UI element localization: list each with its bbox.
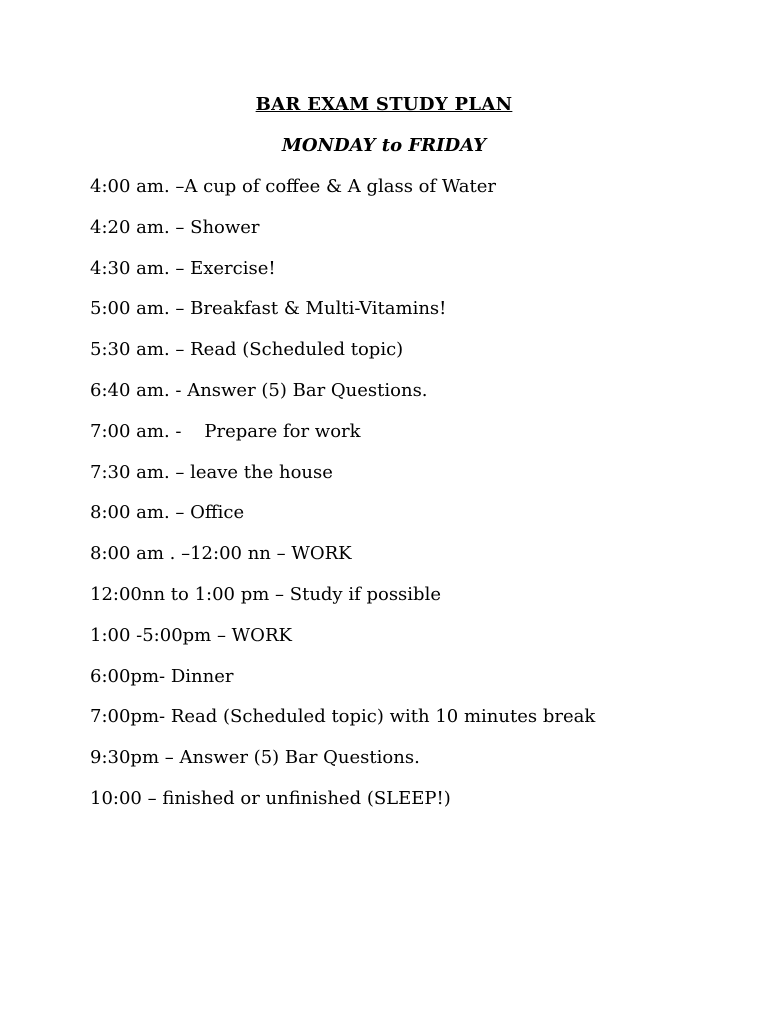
schedule-entry: 8:00 am. – Office [90, 502, 245, 524]
schedule-entry: 7:00 am. - Prepare for work [90, 420, 361, 442]
schedule-entry: 9:30pm – Answer (5) Bar Questions. [90, 747, 420, 769]
document-subtitle: MONDAY to FRIDAY [281, 135, 487, 156]
schedule-entry: 7:30 am. – leave the house [90, 461, 333, 483]
schedule-entry: 12:00nn to 1:00 pm – Study if possible [90, 583, 441, 605]
schedule-entry: 1:00 -5:00pm – WORK [90, 624, 292, 646]
document-title: BAR EXAM STUDY PLAN [255, 94, 513, 115]
schedule-entry: 6:40 am. - Answer (5) Bar Questions. [90, 379, 428, 401]
schedule-entry: 6:00pm- Dinner [90, 665, 234, 687]
schedule-entry: 4:20 am. – Shower [90, 216, 260, 238]
schedule-entry: 8:00 am . –12:00 nn – WORK [90, 543, 352, 565]
schedule-entry: 4:00 am. –A cup of coffee & A glass of Water [90, 176, 497, 197]
schedule-entry: 7:00pm- Read (Scheduled topic) with 10 minutes break [90, 706, 596, 728]
schedule-entry: 4:30 am. – Exercise! [90, 257, 276, 279]
schedule-entry: 10:00 – finished or unfinished (SLEEP!) [90, 787, 451, 809]
schedule-entry: 5:30 am. – Read (Scheduled topic) [90, 339, 404, 361]
schedule-list [90, 174, 595, 827]
schedule-entry: 5:00 am. – Breakfast & Multi-Vitamins! [90, 298, 447, 320]
